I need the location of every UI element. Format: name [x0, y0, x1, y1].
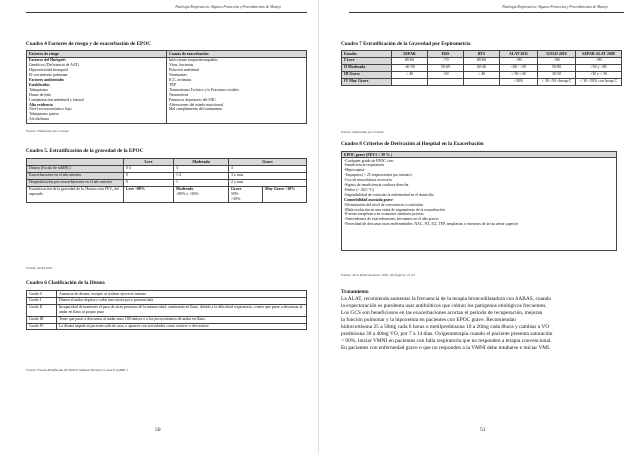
cuadro5-header-blank [27, 159, 124, 166]
cuadro8-criterion: -Disminución del nivel de consciencia o confusión [344, 202, 423, 207]
cuadro5-header-leve: Leve [124, 159, 174, 166]
cuadro7-stage: III Grave [342, 71, 392, 78]
cuadro5-cell: 3 o mas [229, 172, 307, 179]
cuadro4-cause-item: Virus, bacterias [169, 63, 194, 68]
cuadro7-cell: <30% [500, 78, 538, 85]
cuadro4-header-causes: Causas de exacerbación [167, 51, 307, 58]
table-row [342, 71, 622, 78]
cuadro8-criterion: -Fracaso terapéutico en ocasiones similares previas [344, 212, 424, 217]
cuadro7-cell: <80 - >50 [500, 64, 538, 71]
cuadro6-caption: Cuadro 6 Clasificación de la Disnea [26, 280, 105, 286]
cuadro8-criteria [342, 158, 616, 228]
tratamiento-line: En pacientes con enfermedad grave o que no responden a la VMNI debe intubarse e iniciar VMI. [341, 345, 551, 351]
cuadro4-risk-item: Factores ambientales [29, 78, 65, 83]
cuadro6-grade: Grado IV [27, 323, 57, 330]
cuadro8-criterion: -Cualquier grado de EPOC con: [344, 158, 394, 163]
table-row [27, 297, 307, 304]
cuadro7-cell: >80 [538, 57, 576, 64]
cuadro6-grade: Grado II [27, 304, 57, 316]
cuadro4-cause-item: ICC, arritmias [169, 78, 192, 83]
cuadro5-cell: 1 [174, 179, 229, 186]
table-row [27, 323, 307, 330]
cuadro4-cause-item: Neumonías [169, 73, 187, 78]
cuadro5-cell: 0 [124, 179, 174, 186]
cuadro6-description: Ausencia de disnea, excepto al realizar ejercicio intenso [57, 291, 307, 298]
cuadro7-header-cell: Estadío [342, 51, 392, 58]
cuadro4-risk-item: Alcoholismo [29, 117, 50, 122]
cuadro7-table [341, 50, 622, 86]
cuadro4-risk-factors [27, 57, 167, 123]
cuadro7-cell: < 50->30 [500, 71, 538, 78]
cuadro8-caption: Cuadro 8 Criterios de Derivación al Hospital en la Exacerbación [341, 141, 484, 147]
tratamiento-line: hidrocortisona 25 a 50mg cada 6 horas o metilprednisona 10 a 20mg cada 8hora y cambiar a VO [341, 324, 550, 330]
cuadro7-cell: < 40 [392, 71, 428, 78]
cuadro7-caption: Cuadro 7 Estratificación de la Gravedad por Espirometría [341, 41, 471, 47]
cuadro7-stage: I Leve [342, 57, 392, 64]
cuadro7-cell: -40-59 [392, 64, 428, 71]
cuadro7-cell [428, 78, 464, 85]
cuadro5-moderada-range: >80% y >50% [176, 192, 199, 197]
cuadro5-cell: 4 [229, 165, 307, 172]
cuadro4-risk-item: Establecidos [29, 82, 50, 87]
cuadro4-risk-item: Factores del Huésped: [29, 58, 66, 63]
cuadro6-grade: Grado I [27, 297, 57, 304]
cuadro4-risk-item: El crecimiento pulmonar [29, 73, 68, 78]
cuadro5-obstruction-muy-grave: Muy Grave <30% [263, 186, 307, 203]
cuadro7-cell: >70 [428, 57, 464, 64]
cuadro5-obstruction-moderada [174, 186, 229, 203]
cuadro5-grave-label: Grave [231, 187, 242, 192]
cuadro4-risk-item: Contaminación ambiental y laboral [29, 97, 84, 102]
cuadro5-header-grave: Grave [229, 159, 307, 166]
cuadro6-grade: Grado 0 [27, 291, 57, 298]
cuadro4-risk-item: Tabaquismo [29, 87, 48, 92]
cuadro7-cell: >50 y <80 [576, 64, 622, 71]
cuadro4-cause-item: Traumatismo Torácico y/o Fracturas costales [169, 87, 239, 92]
cuadro7-header-cell: GOLD 2010 [538, 51, 576, 58]
cuadro5-cell: 1-2 [174, 172, 229, 179]
cuadro5-cell: 0 [124, 172, 174, 179]
tratamiento-line: la expectoración es purulenta usar antibióticos que cubran los patógenos etiológicos frecuentes. [341, 303, 547, 309]
cuadro7-header-cell: SEPAR ALAT 2009 [576, 51, 622, 58]
cuadro4-risk-item: Alta evidencia [29, 102, 53, 107]
cuadro7-cell: 80-60 [392, 57, 428, 64]
cuadro6-description: Incapacidad de mantener el paso de otras personas de la misma edad, caminando en llano, debido a la dificultad respiratoria, o tener que parar a descansar al andar en llano al propio paso [57, 304, 307, 316]
tratamiento-line: prednisona 30 a 40mg VO, por 7 a 14 días. Oxigenoterapia cuando el paciente presenta saturación [341, 331, 553, 337]
cuadro5-row-label: Disnea (Escala de mMRC) [27, 165, 124, 172]
cuadro4-risk-item: Hiperactividad bronquial [29, 68, 69, 73]
cuadro5-grave-range-2: >30% [231, 196, 241, 201]
cuadro6-description: Disnea al andar deprisa o subir una cuesta poco pronunciada [57, 297, 307, 304]
cuadro7-header-cell: ALAT 2011 [500, 51, 538, 58]
cuadro6-description: Tener que parar a descansar al andar unos 100 metros o a los pocos minutos de andar en llano. [57, 316, 307, 323]
tratamiento-title: Tratamiento [341, 289, 369, 295]
cuadro8-criterion: Comorbilidad asociada grave [344, 197, 393, 202]
cuadro7-cell: 50-80 [538, 64, 576, 71]
cuadro5-cell: 2 o mas [229, 179, 307, 186]
header-rule-left [26, 12, 307, 13]
cuadro7-cell: < 30 <50 +Insup C [538, 78, 576, 85]
table-row [27, 291, 307, 298]
cuadro6-grade: Grado III [27, 316, 57, 323]
cuadro5-obstruction-label: Estratificación de la gravedad de la Obstrucción FEV₁ del esperado [27, 186, 124, 203]
cuadro4-cause-item: Fármacos depresores del SNC [169, 97, 217, 102]
cuadro7-header-cell: BTS [464, 51, 500, 58]
cuadro7-header-row [342, 51, 622, 58]
cuadro8-criterion: -Hipercapnia [344, 168, 365, 173]
cuadro7-header-cell: SEPAR [392, 51, 428, 58]
cuadro7-cell: < 30 <50% con Insup C [576, 78, 622, 85]
cuadro8-header: EPOC grave (FEV1 < 50 % ) [342, 152, 616, 158]
running-head-left: Patología Respiratoria: Algunos Protocolos y Procedimientos de Manejo [175, 5, 281, 9]
page-number-right: 51 [480, 427, 486, 433]
cuadro8-criterion: -Signos de insuficiencia cardiaca derecha [344, 183, 409, 188]
cuadro8-criterion: -Insuficiencia respiratoria [344, 163, 385, 168]
table-row [342, 64, 622, 71]
cuadro4-cause-item: Mal cumplimiento del tratamiento [169, 107, 223, 112]
cuadro7-stage: IV Muy Grave [342, 78, 392, 85]
cuadro6-source: Fuente: Escala Modificada del British Medical Research Council (mMRC) [26, 368, 128, 372]
cuadro7-source: Fuente: Elaborado por el autor [341, 130, 384, 134]
table-row [342, 78, 622, 85]
cuadro5-obstruction-leve: Leve >80% [124, 186, 174, 203]
cuadro5-caption: Cuadro 5. Estratificación de la gravedad de la EPOC [26, 148, 144, 154]
cuadro6-description: La disnea impide al paciente salir de casa, o aparece con actividades como vestirse o desvestirse [57, 323, 307, 330]
cuadro5-source: Fuente: ALAT 2011 [26, 266, 53, 270]
cuadro4-cause-item: Neumotórax [169, 92, 189, 97]
cuadro8-criterion: -Mala evolución en una visita de seguimiento de la exacerbación [344, 207, 445, 212]
cuadro4-caption: Cuadro 4 Factores de riesgo y de exacerbación de EPOC [26, 41, 152, 47]
cuadro7-cell: 30-50 [538, 71, 576, 78]
cuadro4-cause-item: TEP [169, 82, 176, 87]
cuadro7-cell [464, 78, 500, 85]
cuadro4-risk-item: Genéticos (Deficiencia de AAT) [29, 63, 80, 68]
running-head-right: Patología Respiratoria: Algunos Protocolos y Procedimientos de Manejo [502, 5, 608, 9]
cuadro5-cell: 0-2 [124, 165, 174, 172]
cuadro6-table [26, 290, 307, 330]
cuadro5-cell: 3 [174, 165, 229, 172]
tratamiento-line: La ALAT, recomienda aumentar la frecuencia de la terapia broncodilatadora con SABAS, cuando [341, 296, 552, 302]
cuadro8-criterion: -Fiebre (> 38,5 °C) [344, 187, 374, 192]
cuadro7-cell [392, 78, 428, 85]
cuadro5-row-label: Hospitalización por exacerbaciones en el año anterior [27, 179, 124, 186]
cuadro4-risk-item: Tabaquismo pasivo [29, 112, 60, 117]
cuadro4-risk-item: Nivel socioeconómico bajo [29, 107, 72, 112]
cuadro8-criterion: -Necesidad de descartar otras enfermedades: NAC, NT, ICI, TEP, neoplasias o estenosis de la vía aérea superior [344, 222, 519, 227]
cuadro7-cell: >80 [576, 57, 622, 64]
cuadro7-cell: >30 y < 50 [576, 71, 622, 78]
cuadro5-row-label: Exacerbaciones en el año anterior [27, 172, 124, 179]
cuadro8-criterion: -Taquipnea (> 25 respiraciones por minuto) [344, 173, 412, 178]
cuadro4-cause-item: Infecciones traqueobronquiales [169, 58, 218, 63]
page-number-left: 50 [155, 427, 161, 433]
cuadro7-cell: < 40 [464, 71, 500, 78]
cuadro7-cell: 60-40 [464, 64, 500, 71]
cuadro7-cell: 80-60 [464, 57, 500, 64]
cuadro5-moderada-label: Moderado [176, 187, 194, 192]
cuadro8-criterion: -Imposibilidad de controlar la enfermedad en el domicilio [344, 192, 434, 197]
cuadro7-header-cell: ERS [428, 51, 464, 58]
cuadro4-cause-item: Polución ambiental [169, 68, 200, 73]
cuadro8-source: Fuente: Arch Bronconeumol. 2010; 46 (Supl 6): 21-25 [341, 273, 415, 277]
cuadro8-criterion: -Uso de musculatura accesoria [344, 178, 392, 183]
tratamiento-line: la función pulmonar y la hipoxemia en pacientes con EPOC grave. Recomiendan [341, 317, 516, 323]
cuadro4-risk-item: Humo de leña [29, 92, 51, 97]
cuadro7-cell: <50 [428, 71, 464, 78]
header-rule-right [349, 12, 624, 13]
cuadro5-obstruction-grave [229, 186, 263, 203]
cuadro5-table [26, 158, 307, 203]
tratamiento-paragraph [341, 296, 617, 352]
cuadro4-table [26, 50, 307, 124]
cuadro7-cell: 50-69 [428, 64, 464, 71]
cuadro4-cause-item: Alteraciones del estado nutricional [169, 102, 224, 107]
cuadro5-grave-range-1: 50%- [231, 192, 240, 197]
cuadro4-source: Fuente: Elaborado por el autor [26, 129, 69, 133]
tratamiento-line: Los GCS son beneficiosos en las exacerbaciones acortan el período de recuperación, mejoran [341, 310, 543, 316]
cuadro8-box [341, 151, 617, 251]
table-row [27, 316, 307, 323]
tratamiento-line: < 90%, iniciar VMNI en pacientes con falla respiratoria que no responden a terapia convencional. [341, 338, 552, 344]
cuadro7-stage: II Moderada [342, 64, 392, 71]
cuadro8-criterion: -Antecedentes de exacerbaciones frecuentes en el año previo [344, 217, 439, 222]
cuadro4-header-risk: Factores de riesgo [27, 51, 167, 58]
table-row [342, 57, 622, 64]
cuadro7-cell: >80 [500, 57, 538, 64]
table-row [27, 304, 307, 316]
cuadro5-header-moderada: Moderada [174, 159, 229, 166]
cuadro4-exacerbation-causes [167, 57, 307, 123]
